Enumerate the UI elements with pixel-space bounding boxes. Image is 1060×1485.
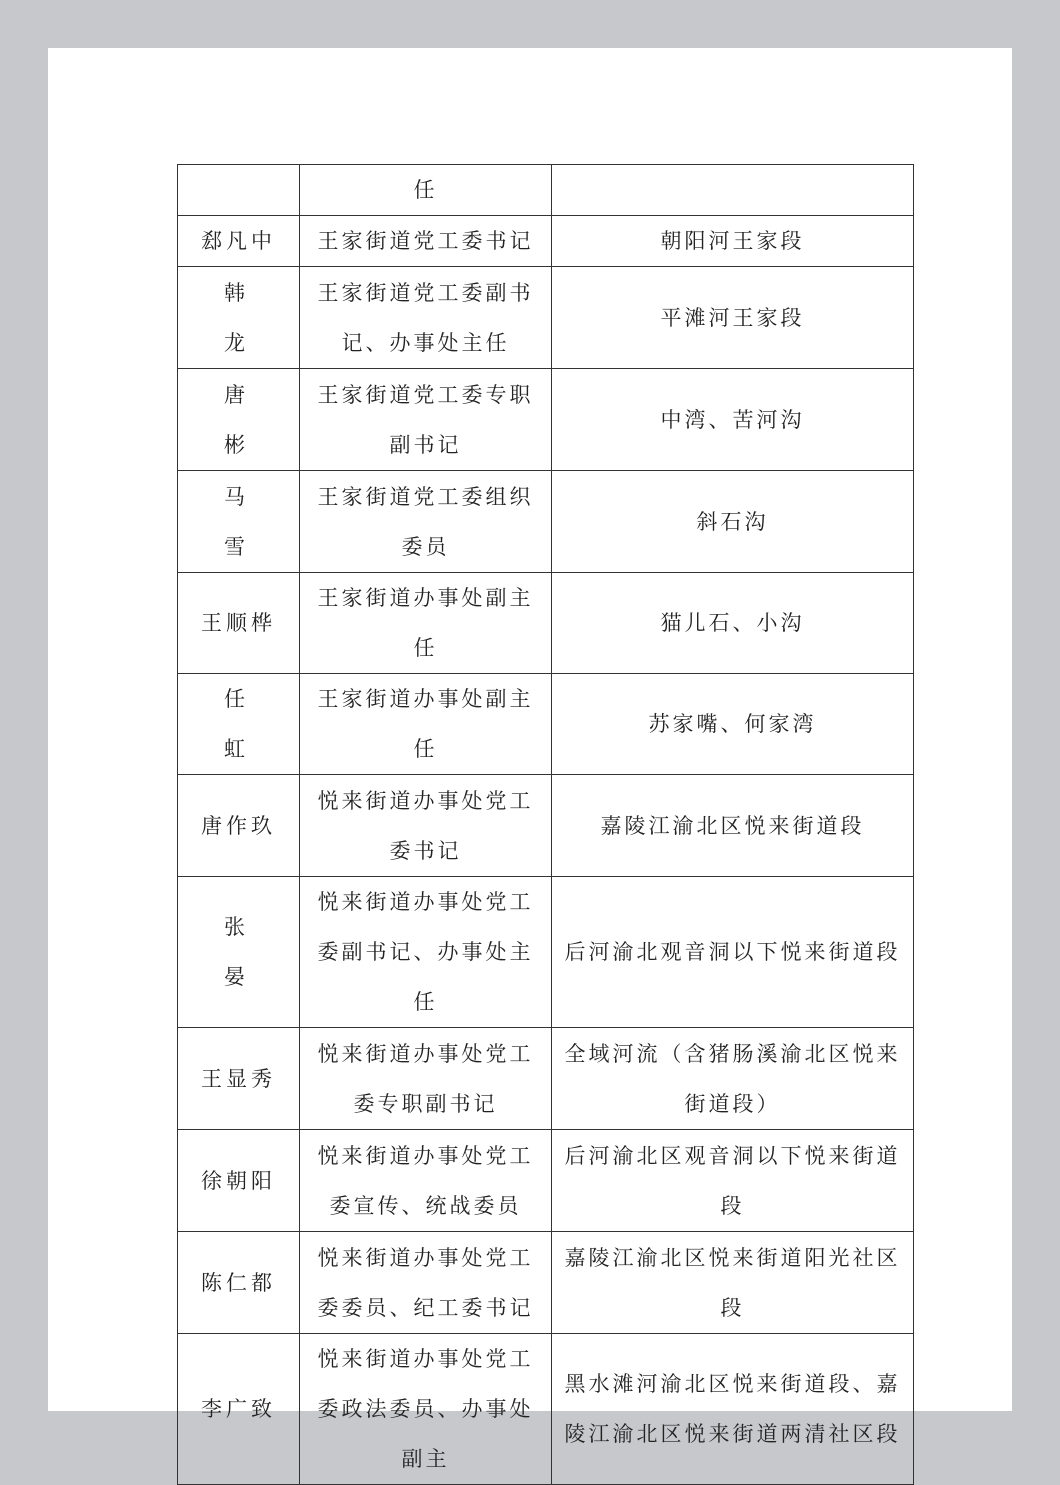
position-cell: 王家街道办事处副主任: [300, 674, 552, 775]
name-cell: 任虹: [178, 674, 300, 775]
section-cell: 后河渝北观音洞以下悦来街道段: [552, 877, 914, 1028]
name-cell: 陈仁都: [178, 1232, 300, 1334]
section-cell: 朝阳河王家段: [552, 216, 914, 267]
section-cell: 嘉陵江渝北区悦来街道阳光社区段: [552, 1232, 914, 1334]
name-cell: 李广致: [178, 1334, 300, 1485]
table-row: [178, 1232, 914, 1334]
section-cell: 猫儿石、小沟: [552, 573, 914, 674]
position-cell: 悦来街道办事处党工委政法委员、办事处副主: [300, 1334, 552, 1485]
name-cell: [178, 165, 300, 216]
table-row: [178, 216, 914, 267]
table-row: [178, 674, 914, 775]
position-cell: 悦来街道办事处党工委副书记、办事处主任: [300, 877, 552, 1028]
name-cell: 郄凡中: [178, 216, 300, 267]
position-cell: 悦来街道办事处党工委书记: [300, 775, 552, 877]
table-row: [178, 267, 914, 369]
table-row: [178, 877, 914, 1028]
position-cell: 王家街道党工委专职副书记: [300, 369, 552, 471]
position-cell: 王家街道党工委组织委员: [300, 471, 552, 573]
section-cell: 苏家嘴、何家湾: [552, 674, 914, 775]
name-cell: 唐作玖: [178, 775, 300, 877]
position-cell: 王家街道党工委副书记、办事处主任: [300, 267, 552, 369]
section-cell: 中湾、苦河沟: [552, 369, 914, 471]
name-cell: 唐彬: [178, 369, 300, 471]
section-cell: [552, 165, 914, 216]
document-page: [48, 48, 1012, 1471]
position-cell: 悦来街道办事处党工委宣传、统战委员: [300, 1130, 552, 1232]
name-cell: 王顺桦: [178, 573, 300, 674]
table-row: [178, 1028, 914, 1130]
table-row: [178, 471, 914, 573]
name-cell: 徐朝阳: [178, 1130, 300, 1232]
table-row: [178, 573, 914, 674]
section-cell: 黑水滩河渝北区悦来街道段、嘉陵江渝北区悦来街道两清社区段: [552, 1334, 914, 1485]
position-cell: 任: [300, 165, 552, 216]
table-row: [178, 775, 914, 877]
section-cell: 后河渝北区观音洞以下悦来街道段: [552, 1130, 914, 1232]
position-cell: 王家街道党工委书记: [300, 216, 552, 267]
name-cell: 张晏: [178, 877, 300, 1028]
table-row: [178, 1334, 914, 1485]
name-cell: 韩龙: [178, 267, 300, 369]
section-cell: 斜石沟: [552, 471, 914, 573]
table-row: [178, 1130, 914, 1232]
section-cell: 平滩河王家段: [552, 267, 914, 369]
position-cell: 悦来街道办事处党工委委员、纪工委书记: [300, 1232, 552, 1334]
name-cell: 马雪: [178, 471, 300, 573]
section-cell: 嘉陵江渝北区悦来街道段: [552, 775, 914, 877]
river-chief-table: [177, 164, 914, 1485]
table-row: [178, 369, 914, 471]
name-cell: 王显秀: [178, 1028, 300, 1130]
section-cell: 全域河流（含猪肠溪渝北区悦来街道段）: [552, 1028, 914, 1130]
position-cell: 悦来街道办事处党工委专职副书记: [300, 1028, 552, 1130]
position-cell: 王家街道办事处副主任: [300, 573, 552, 674]
table-row: [178, 165, 914, 216]
